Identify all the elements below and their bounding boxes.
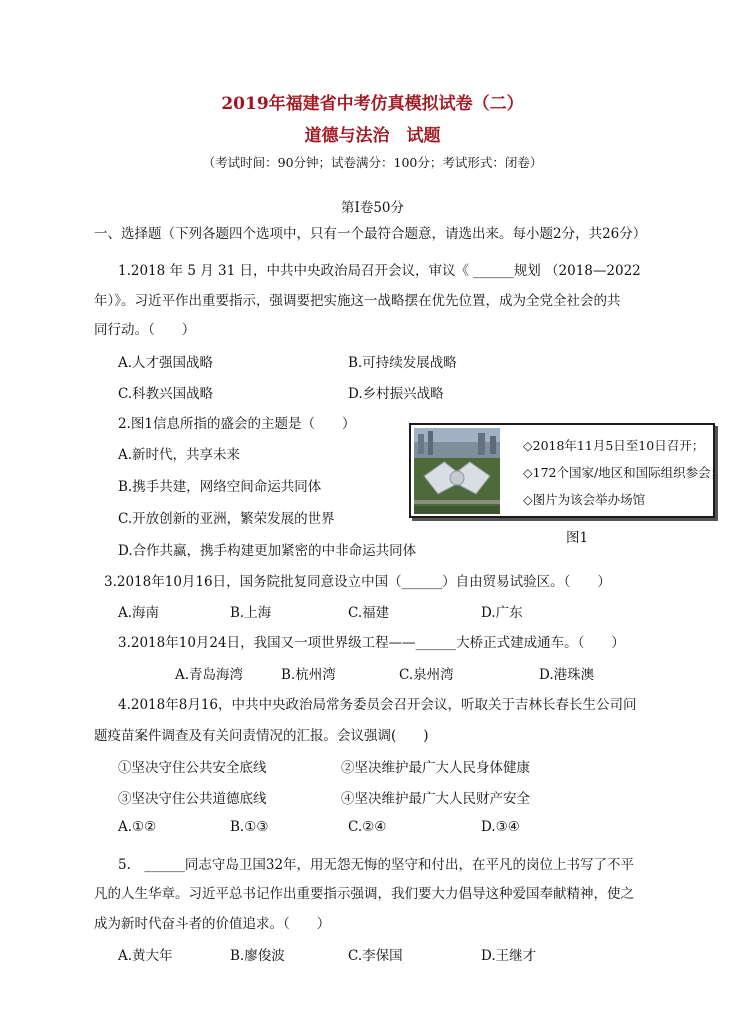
q1-option-c: C.科教兴国战略: [118, 386, 214, 402]
q1-option-d: D.乡村振兴战略: [348, 386, 444, 402]
q4-stem-line2: 题疫苗案件调查及有关问责情况的汇报。会议强调( ): [94, 728, 429, 744]
q4-option-d: D.③④: [481, 819, 520, 835]
q1-stem-line3: 同行动。（ ）: [94, 322, 196, 338]
q5-stem-line2: 凡的人生华章。习近平总书记作出重要指示强调，我们要大力倡导这种爱国奉献精神，使之: [94, 886, 634, 902]
q4-statement-1: ①坚决守住公共安全底线: [118, 760, 267, 776]
q3b-stem: 3.2018年10月24日，我国又一项世界级工程——______大桥正式建成通车。（ ）: [118, 635, 625, 651]
exam-title: 2019年福建省中考仿真模拟试卷（二）: [221, 94, 524, 114]
figure-1-line-3: ◇图片为该会举办场馆: [523, 492, 646, 507]
q2-stem: 2.图1信息所指的盛会的主题是（ ）: [118, 416, 356, 432]
q3b-option-d: D.港珠澳: [539, 667, 595, 683]
q2-option-d: D.合作共赢，携手构建更加紧密的中非命运共同体: [118, 543, 417, 559]
figure-1-line-2: ◇172个国家/地区和国际组织参会；: [523, 465, 724, 480]
q3a-option-d: D.广东: [481, 605, 523, 621]
section-instructions: 一、选择题（下列各题四个选项中，只有一个最符合题意，请选出来。每小题2分，共26分）: [94, 226, 647, 242]
q5-stem-line1: 5. ______同志守岛卫国32年，用无怨无悔的坚守和付出，在平凡的岗位上书写了不平: [118, 857, 635, 873]
q5-option-b: B.廖俊波: [230, 948, 285, 964]
subject-title: 道德与法治 试题: [304, 126, 441, 146]
q3a-option-b: B.上海: [230, 605, 272, 621]
figure-1-box: [409, 423, 724, 518]
q1-option-b: B.可持续发展战略: [348, 355, 457, 371]
part-title: 第Ⅰ卷50分: [340, 200, 404, 216]
q1-option-a: A.人才强国战略: [118, 355, 214, 371]
q4-statement-4: ④坚决维护最广大人民财产安全: [341, 791, 530, 807]
q3a-stem: 3.2018年10月16日，国务院批复同意设立中国（______）自由贸易试验区。（ ）: [104, 574, 611, 590]
q4-option-a: A.①②: [118, 819, 157, 835]
figure-1-caption: 图1: [566, 530, 589, 546]
q5-stem-line3: 成为新时代奋斗者的价值追求。（ ）: [94, 916, 331, 932]
q4-statement-3: ③坚决守住公共道德底线: [118, 791, 267, 807]
q3a-option-a: A.海南: [118, 605, 160, 621]
q2-option-c: C.开放创新的亚洲，繁荣发展的世界: [118, 511, 335, 527]
venue-photo: [414, 428, 500, 514]
q4-stem-line1: 4.2018年8月16，中共中央政治局常务委员会召开会议，听取关于吉林长春长生公司问: [118, 697, 637, 713]
q2-option-b: B.携手共建，网络空间命运共同体: [118, 479, 322, 495]
q5-option-d: D.王继才: [481, 948, 537, 964]
q4-option-c: C.②④: [348, 819, 387, 835]
q5-option-c: C.李保国: [348, 948, 403, 964]
q4-statement-2: ②坚决维护最广大人民身体健康: [341, 760, 530, 776]
q2-option-a: A.新时代，共享未来: [118, 447, 241, 463]
q1-stem-line1: 1.2018 年 5 月 31 日，中共中央政治局召开会议，审议《 ______规划 （2018—2022: [118, 263, 641, 279]
q3a-option-c: C.福建: [348, 605, 390, 621]
figure-1-line-1: ◇2018年11月5日至10日召开；: [523, 438, 705, 453]
q1-stem-line2: 年）》。习近平作出重要指示，强调要把实施这一战略摆在优先位置，成为全党全社会的共: [94, 293, 621, 309]
q3b-option-a: A.青岛海湾: [175, 667, 244, 683]
q5-option-a: A.黄大年: [118, 948, 173, 964]
exam-info: （考试时间：90分钟；试卷满分：100分；考试形式：闭卷）: [202, 155, 543, 170]
q3b-option-c: C.泉州湾: [399, 667, 454, 683]
q4-option-b: B.①③: [230, 819, 269, 835]
q3b-option-b: B.杭州湾: [281, 667, 336, 683]
